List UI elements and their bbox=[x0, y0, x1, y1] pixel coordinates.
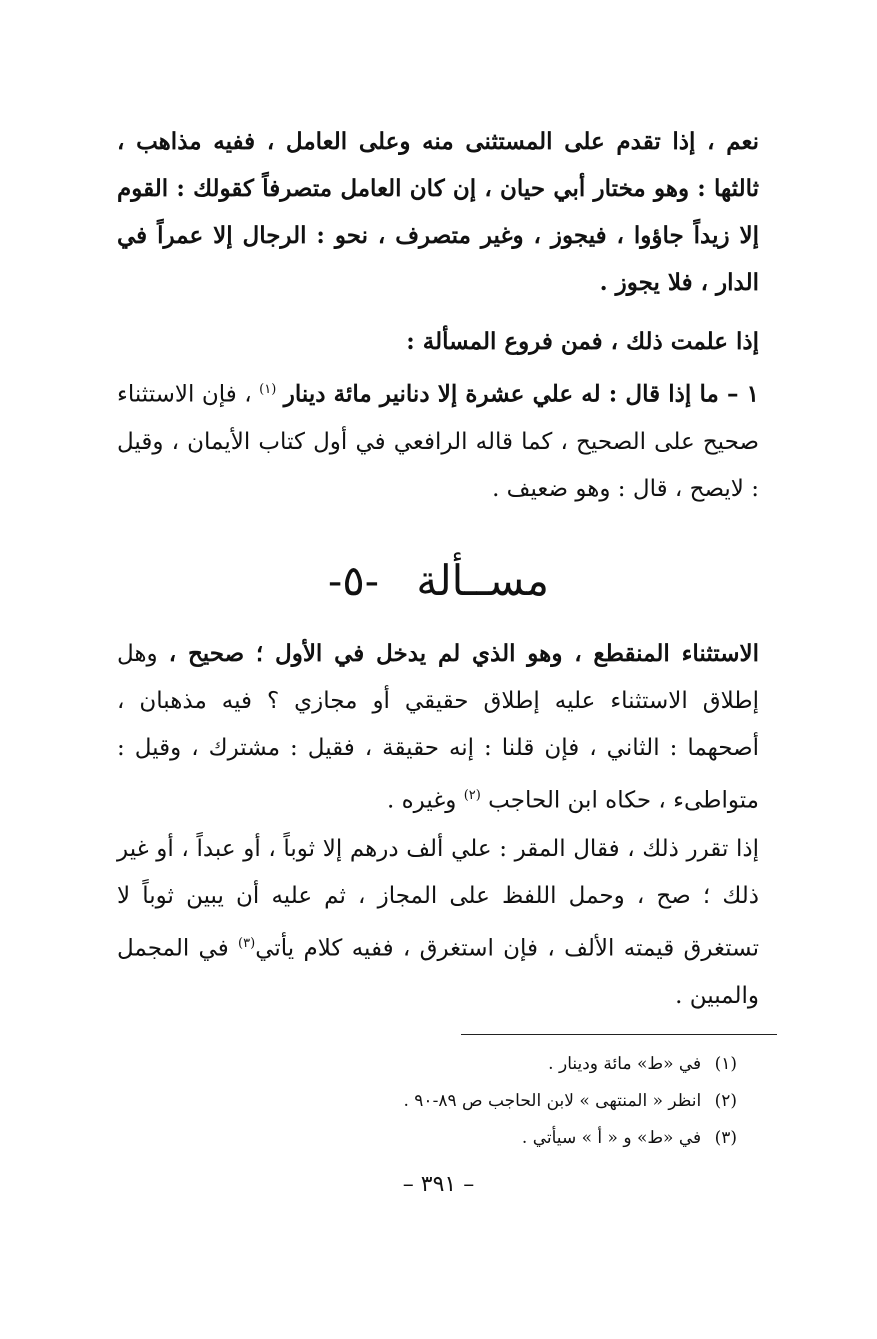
footnote-text: في «ط» و « أ » سيأتي . bbox=[521, 1128, 702, 1148]
paragraph-text bbox=[117, 826, 759, 1020]
paragraph-exception-precedence bbox=[117, 118, 759, 306]
paragraph-discontinuous-exception bbox=[117, 630, 759, 825]
paragraph-lead-text: ١ – ما إذا قال : له علي عشرة إلا دنانير مائة دينار bbox=[283, 380, 760, 408]
footnote-text: انظر « المنتهى » لابن الحاجب ص ٨٩-٩٠ . bbox=[403, 1091, 702, 1111]
paragraph-acknowledgment-example bbox=[117, 826, 759, 1020]
footnote-divider bbox=[461, 1034, 777, 1035]
footnote-item bbox=[337, 1046, 737, 1083]
paragraph-text bbox=[117, 366, 759, 513]
paragraph-branches-intro bbox=[117, 318, 759, 365]
heading-number: -٥- bbox=[327, 556, 379, 605]
footnotes-list bbox=[337, 1046, 737, 1157]
footnote-ref-3: (٣) bbox=[238, 936, 256, 951]
footnote-text: في «ط» مائة ودينار . bbox=[548, 1054, 702, 1074]
footnote-number: (٢) bbox=[714, 1091, 737, 1111]
footnote-number: (٣) bbox=[714, 1128, 737, 1148]
footnote-number: (١) bbox=[714, 1054, 737, 1074]
paragraph-rest-text: وهل إطلاق الاستثناء عليه إطلاق حقيقي أو مجازي ؟ فيه مذهبان ، أصحهما : الثاني ، فإن قلنا : إنه حقيقة ، فقيل : مشترك ، وقيل : متواطىء ، حكاه ابن الحاجب bbox=[117, 641, 759, 814]
footnote-item bbox=[337, 1083, 737, 1120]
paragraph-text: نعم ، إذا تقدم على المستثنى منه وعلى العامل ، ففيه مذاهب ، ثالثها : وهو مختار أبي حيان ، إن كان العامل متصرفاً كقولك : القوم إلا زيداً جاؤوا ، فيجوز ، وغير متصرف ، نحو : الرجال إلا عمراً في الدار ، فلا يجوز . bbox=[117, 128, 759, 296]
paragraph-main-text: إذا تقرر ذلك ، فقال المقر : علي ألف درهم إلا ثوباً ، أو عبداً ، أو غير ذلك ؛ صح ، وحمل اللفظ على المجاز ، ثم عليه أن يبين ثوباً لا تستغرق قيمته الألف ، فإن استغرق ، ففيه كلام يأتي bbox=[117, 836, 760, 962]
footnote-ref-2: (٢) bbox=[463, 788, 481, 803]
paragraph-lead-text: الاستثناء المنقطع ، وهو الذي لم يدخل في الأول ؛ صحيح ، bbox=[168, 640, 759, 667]
paragraph-tail-text: في المجمل والمبين . bbox=[117, 935, 759, 1009]
paragraph-text: إذا علمت ذلك ، فمن فروع المسألة : bbox=[406, 328, 759, 355]
page-number: – ٣٩١ – bbox=[402, 1172, 475, 1197]
section-heading bbox=[0, 546, 877, 616]
heading-title: مســألة bbox=[416, 556, 549, 605]
paragraph-branch-one bbox=[117, 366, 759, 513]
paragraph-rest-text: ، فإن الاستثناء صحيح على الصحيح ، كما قاله الرافعي في أول كتاب الأيمان ، وقيل : لايصح ، قال : وهو ضعيف . bbox=[117, 381, 759, 502]
paragraph-tail-text: وغيره . bbox=[386, 787, 457, 814]
footnote-item bbox=[337, 1120, 737, 1157]
paragraph-text bbox=[117, 630, 759, 825]
footnote-ref-1: (١) bbox=[259, 382, 277, 397]
